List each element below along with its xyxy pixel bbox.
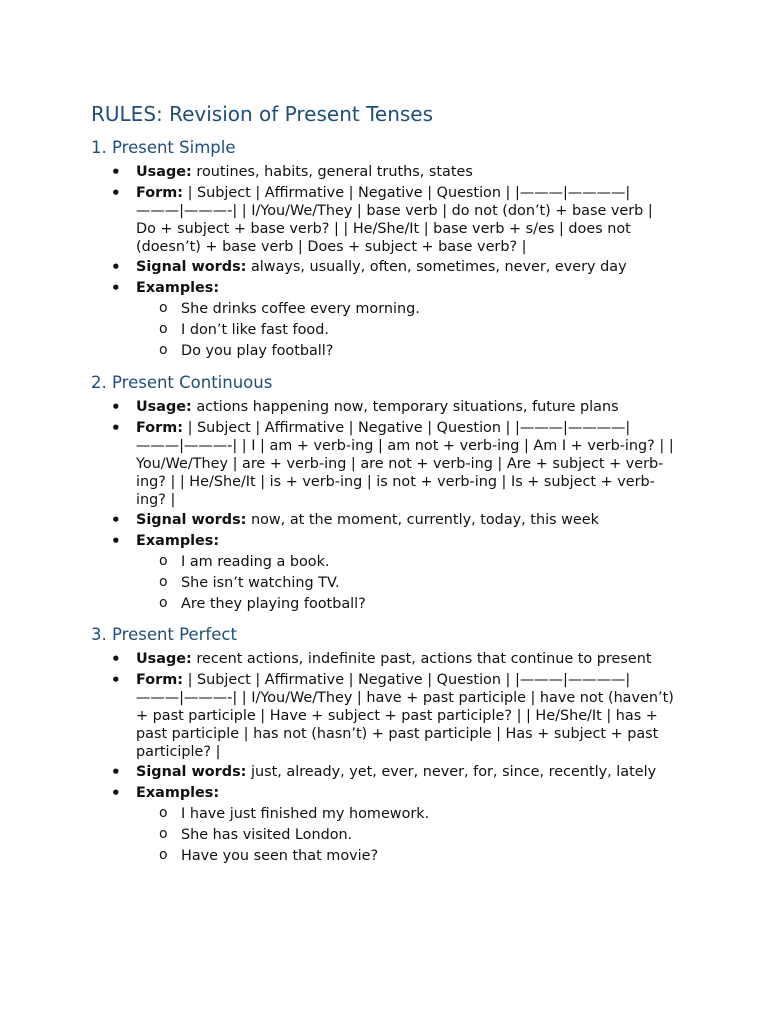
example-item: o She isn’t watching TV. xyxy=(181,574,676,592)
example-item: o I have just finished my homework. xyxy=(181,805,676,823)
examples-list xyxy=(136,553,676,613)
document-title: RULES: Revision of Present Tenses xyxy=(91,102,434,126)
usage-item xyxy=(0,650,676,668)
form-item xyxy=(0,419,676,509)
section-heading: 2. Present Continuous xyxy=(91,373,273,392)
examples-label: Examples: xyxy=(136,279,220,296)
form-text: | Subject | Affirmative | Negative | Question | |———|————|———|———-| | I/You/We/They | have + past participle | have not (haven’t) + past participle | Have + subject + past participle? | | He/She/It | has + past participle | has not (hasn’t) + past participle | Has + subject + past participle? | xyxy=(136,671,674,760)
example-item: o Are they playing football? xyxy=(181,595,676,613)
signal-words-label: Signal words: xyxy=(136,512,247,529)
usage-item xyxy=(0,163,676,181)
usage-text: routines, habits, general truths, states xyxy=(196,164,473,180)
form-text: | Subject | Affirmative | Negative | Question | |———|————|———|———-| | I/You/We/They | base verb | do not (don’t) + base verb | Do + subject + base verb? | | He/She/It | base verb + s/es | does not (doesn’t) + base verb | Does + subject + base verb? | xyxy=(136,184,653,255)
section-heading: 1. Present Simple xyxy=(91,138,236,157)
example-item: o Have you seen that movie? xyxy=(181,847,676,865)
example-item: o I don’t like fast food. xyxy=(181,321,676,339)
examples-list xyxy=(136,805,676,865)
rules-list xyxy=(0,398,768,616)
usage-text: recent actions, indefinite past, actions that continue to present xyxy=(196,651,652,667)
signal-words-text: just, already, yet, ever, never, for, since, recently, lately xyxy=(250,764,657,781)
form-label: Form: xyxy=(136,419,183,436)
usage-label: Usage: xyxy=(136,164,192,180)
signal-words-item xyxy=(0,258,676,276)
signal-words-text: now, at the moment, currently, today, this week xyxy=(250,512,599,529)
examples-label: Examples: xyxy=(136,532,220,549)
signal-words-text: always, usually, often, sometimes, never, every day xyxy=(250,259,627,276)
form-text: | Subject | Affirmative | Negative | Question | |———|————|———|———-| | I | am + verb-ing | am not + verb-ing | Am I + verb-ing? | | You/We/They | are + verb-ing | are not + verb-ing | Are + subject + verb-ing? | | He/She/It | is + verb-ing | is not + verb-ing | Is + subject + verb-ing? | xyxy=(136,419,674,508)
usage-text: actions happening now, temporary situations, future plans xyxy=(196,399,619,415)
usage-label: Usage: xyxy=(136,399,192,415)
form-item xyxy=(0,184,676,256)
section-heading: 3. Present Perfect xyxy=(91,625,237,644)
signal-words-item xyxy=(0,511,676,529)
signal-words-item xyxy=(0,763,676,781)
rules-list xyxy=(0,650,768,868)
examples-list xyxy=(136,300,676,360)
examples-label: Examples: xyxy=(136,784,220,801)
examples-item xyxy=(0,784,676,865)
form-item xyxy=(0,671,676,761)
usage-item xyxy=(0,398,676,416)
example-item: o She has visited London. xyxy=(181,826,676,844)
signal-words-label: Signal words: xyxy=(136,764,247,781)
example-item: o She drinks coffee every morning. xyxy=(181,300,676,318)
signal-words-label: Signal words: xyxy=(136,259,247,276)
example-item: o I am reading a book. xyxy=(181,553,676,571)
usage-label: Usage: xyxy=(136,651,192,667)
form-label: Form: xyxy=(136,671,183,688)
examples-item xyxy=(0,279,676,360)
examples-item xyxy=(0,532,676,613)
example-item: o Do you play football? xyxy=(181,342,676,360)
form-label: Form: xyxy=(136,184,183,201)
rules-list xyxy=(0,163,768,363)
